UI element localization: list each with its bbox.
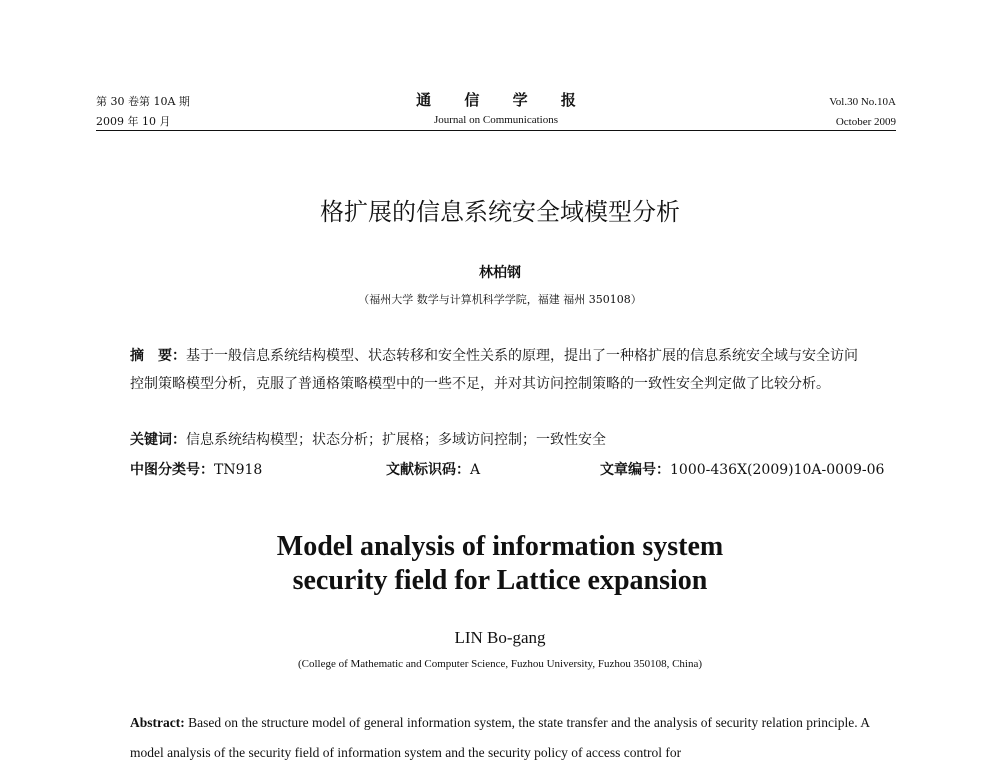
article-no-value: 1000-436X(2009)10A-0009-06	[670, 462, 885, 478]
title-cn: 格扩展的信息系统安全域模型分析	[320, 198, 680, 226]
abstract-en-label: Abstract:	[130, 715, 185, 730]
clc-number	[130, 458, 262, 482]
journal-name-en: Journal on Communications	[433, 114, 559, 126]
affiliation-cn: （福州大学 数学与计算机科学学院，福建 福州 350108）	[358, 293, 642, 306]
header-date-en: October 2009	[835, 116, 896, 128]
affiliation-en: (College of Mathematic and Computer Science, Fuzhou University, Fuzhou 350108, China)	[297, 658, 703, 670]
title-en-line1: Model analysis of information system	[276, 531, 724, 562]
header-volume-issue: 第 30 卷第 10A 期	[96, 95, 190, 108]
abstract-cn	[130, 342, 866, 398]
author-cn: 林柏钢	[479, 265, 521, 281]
header-volume-info-en	[829, 92, 896, 132]
keywords-cn-text: 信息系统结构模型；状态分析；扩展格；多域访问控制；一致性安全	[186, 432, 606, 448]
header-vol-no: Vol.30 No.10A	[829, 96, 896, 108]
document-code	[386, 458, 480, 482]
doc-code-label: 文献标识码：	[386, 462, 470, 478]
doc-code-value: A	[470, 462, 481, 478]
clc-value: TN918	[214, 462, 263, 478]
header-rule	[96, 130, 896, 131]
article-no-label: 文章编号：	[600, 462, 670, 478]
header-date-cn: 2009 年 10 月	[96, 115, 171, 128]
abstract-cn-text: 基于一般信息系统结构模型、状态转移和安全性关系的原理，提出了一种格扩展的信息系统安全域与安全访问控制策略模型分析，克服了普通格策略模型中的一些不足，并对其访问控制策略的一致性安全判定做了比较分析。	[130, 348, 858, 392]
abstract-cn-label: 摘 要：	[130, 348, 186, 364]
keywords-cn	[130, 428, 866, 452]
article-number	[600, 458, 884, 482]
clc-label: 中图分类号：	[130, 462, 214, 478]
keywords-cn-label: 关键词：	[130, 432, 186, 448]
title-en-line2: security field for Lattice expansion	[292, 565, 708, 596]
classification-row	[130, 458, 885, 482]
journal-name-cn: 通 信 学 报	[416, 91, 590, 109]
running-header	[96, 88, 896, 130]
abstract-en	[130, 708, 870, 768]
header-journal	[96, 88, 896, 128]
title-en	[0, 530, 1000, 598]
abstract-en-text: Based on the structure model of general information system, the state transfer and the analysis of security relation principle. A model analysis of the security field of information system and the security policy of access control for	[130, 715, 871, 760]
author-en: LIN Bo-gang	[454, 628, 546, 647]
